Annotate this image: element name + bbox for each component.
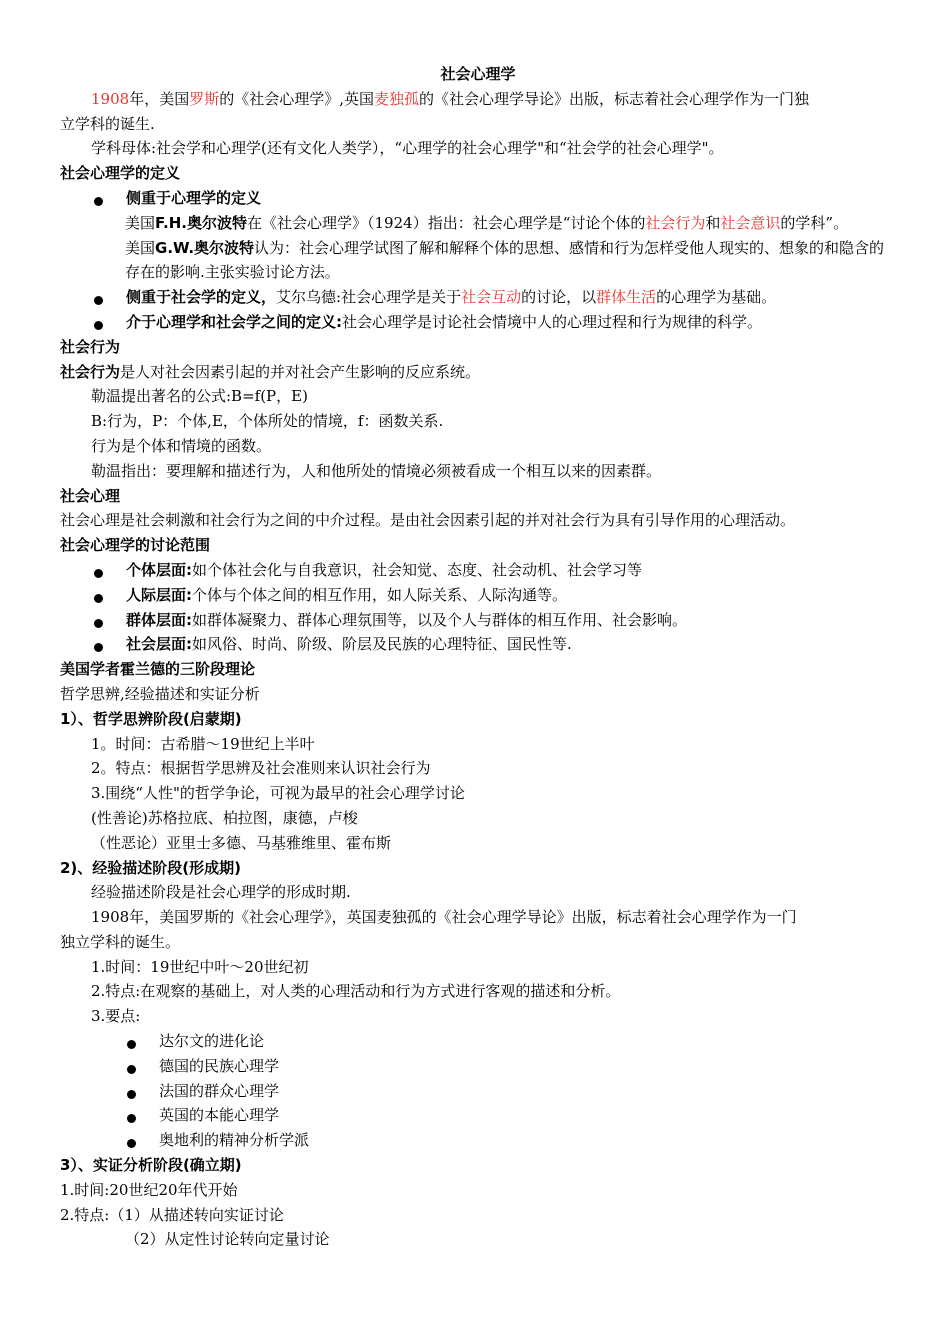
bullet-dot bbox=[94, 296, 103, 305]
behavior-function: 行为是个体和情境的函数。 bbox=[91, 436, 272, 455]
text: 在《社会心理学》（1924）指出：社会心理学是“讨论个体的 bbox=[247, 213, 646, 232]
stage2-point-text: 英国的本能心理学 bbox=[159, 1106, 280, 1125]
lewin-variables: B:行为，P：个体,E，个体所处的情境，f：函数关系. bbox=[91, 412, 444, 431]
definition-sociology-heading: 侧重于社会学的定义， bbox=[126, 288, 277, 307]
intro-ross: 罗斯 bbox=[189, 89, 220, 108]
text: 的心理学为基础。 bbox=[656, 288, 777, 307]
definition-psychology bbox=[60, 186, 896, 211]
social-psych-text: 社会心理是社会刺激和社会行为之间的中介过程。是由社会因素引起的并对社会行为具有引导作用的心理活动。 bbox=[60, 511, 796, 530]
document-page bbox=[60, 62, 896, 1252]
bullet-dot bbox=[127, 1139, 136, 1148]
stage1-feature: 2。特点：根据哲学思辨及社会准则来认识社会行为 bbox=[91, 759, 431, 778]
stage1-evil-nature: （性恶论）亚里士多德、马基雅维里、霍布斯 bbox=[91, 833, 392, 852]
stage2-history: 1908年，美国罗斯的《社会心理学》，英国麦独孤的《社会心理学导论》出版，标志着社会心理学作为一门 bbox=[91, 908, 797, 927]
stage2-heading: 2)、经验描述阶段(形成期) bbox=[60, 858, 242, 877]
stage2-history-cont: 独立学科的诞生。 bbox=[60, 932, 181, 951]
text: 美国 bbox=[125, 213, 156, 232]
definition-sociology bbox=[60, 285, 896, 310]
highlight-social-consciousness: 社会意识 bbox=[720, 213, 781, 232]
stage2-point-text: 德国的民族心理学 bbox=[159, 1056, 280, 1075]
stage2-point-text: 奥地利的精神分析学派 bbox=[159, 1131, 310, 1150]
definition-heading: 社会心理学的定义 bbox=[60, 164, 181, 183]
intro-text-1: 年，美国 bbox=[129, 89, 190, 108]
bullet-dot bbox=[127, 1090, 136, 1099]
intro-year: 1908 bbox=[91, 89, 130, 108]
scope-item-key: 个体层面: bbox=[126, 560, 192, 579]
scope-item-key: 人际层面: bbox=[126, 585, 192, 604]
stage1-time: 1。时间：古希腊～19世纪上半叶 bbox=[91, 734, 315, 753]
bullet-dot bbox=[94, 619, 103, 628]
definition-fh-allport bbox=[60, 211, 896, 236]
bullet-dot bbox=[94, 594, 103, 603]
bullet-dot bbox=[94, 569, 103, 578]
stage2-intro: 经验描述阶段是社会心理学的形成时期. bbox=[91, 883, 351, 902]
bullet-dot bbox=[94, 197, 103, 206]
stage3-heading: 3）、实证分析阶段(确立期) bbox=[60, 1156, 242, 1175]
stage2-point bbox=[60, 1079, 896, 1104]
scope-heading: 社会心理学的讨论范围 bbox=[60, 536, 211, 555]
bullet-dot bbox=[127, 1114, 136, 1123]
stage2-points-label: 3.要点: bbox=[91, 1007, 141, 1026]
stage1-heading: 1）、哲学思辨阶段(启蒙期) bbox=[60, 709, 242, 728]
stage3-feature-1: 2.特点:（1）从描述转向实证讨论 bbox=[60, 1205, 284, 1224]
scope-item bbox=[60, 583, 896, 608]
scope-item-key: 社会层面: bbox=[126, 635, 192, 654]
holland-subtitle: 哲学思辨,经验描述和实证分析 bbox=[60, 684, 260, 703]
text: 和 bbox=[705, 213, 721, 232]
gw-allport-name: G.W.奥尔波特 bbox=[155, 238, 255, 257]
text: 社会心理学是讨论社会情境中人的心理过程和行为规律的科学。 bbox=[342, 312, 763, 331]
text: 艾尔乌德:社会心理学是关于 bbox=[276, 288, 462, 307]
text: 是人对社会因素引起的并对社会产生影响的反应系统。 bbox=[120, 362, 481, 381]
stage3-time: 1.时间:20世纪20年代开始 bbox=[60, 1180, 238, 1199]
scope-item bbox=[60, 558, 896, 583]
intro-text-3: 的《社会心理学导论》出版，标志着社会心理学作为一门独 bbox=[419, 89, 810, 108]
intro-text-2: 的《社会心理学》,英国 bbox=[219, 89, 374, 108]
scope-item-key: 群体层面: bbox=[126, 610, 192, 629]
behavior-term: 社会行为 bbox=[60, 362, 121, 381]
scope-item-value: 个体与个体之间的相互作用，如人际关系、人际沟通等。 bbox=[192, 585, 568, 604]
fh-allport-name: F.H.奥尔波特 bbox=[155, 213, 248, 232]
text: 的学科”。 bbox=[780, 213, 849, 232]
definition-gw-allport bbox=[60, 236, 896, 286]
bullet-dot bbox=[94, 321, 103, 330]
definition-psychology-heading: 侧重于心理学的定义 bbox=[126, 188, 262, 207]
intro-mcdougall: 麦独孤 bbox=[374, 89, 420, 108]
definition-between-heading: 介于心理学和社会学之间的定义: bbox=[126, 312, 343, 331]
stage2-point-text: 法国的群众心理学 bbox=[159, 1081, 280, 1100]
bullet-dot bbox=[127, 1040, 136, 1049]
text: 的讨论，以 bbox=[521, 288, 597, 307]
bullet-dot bbox=[94, 643, 103, 652]
social-psych-heading: 社会心理 bbox=[60, 486, 121, 505]
stage1-good-nature: (性善论)苏格拉底、柏拉图，康德，卢梭 bbox=[91, 808, 358, 827]
scope-item bbox=[60, 632, 896, 657]
stage2-point bbox=[60, 1054, 896, 1079]
stage3-feature-2: （2）从定性讨论转向定量讨论 bbox=[125, 1230, 330, 1249]
definition-between bbox=[60, 310, 896, 335]
behavior-heading: 社会行为 bbox=[60, 337, 121, 356]
stage2-point-text: 达尔文的进化论 bbox=[159, 1032, 265, 1051]
stage1-human-nature: 3.围绕“人性"的哲学争论，可视为最早的社会心理学讨论 bbox=[91, 784, 465, 803]
stage2-point bbox=[60, 1029, 896, 1054]
intro-text-4: 立学科的诞生. bbox=[60, 114, 155, 133]
scope-item-value: 如风俗、时尚、阶级、阶层及民族的心理特征、国民性等. bbox=[192, 635, 572, 654]
lewin-formula: 勒温提出著名的公式:B=f(P，E) bbox=[91, 387, 308, 406]
page-title: 社会心理学 bbox=[440, 65, 516, 83]
scope-item-value: 如个体社会化与自我意识，社会知觉、态度、社会动机、社会学习等 bbox=[192, 560, 643, 579]
text: 认为：社会心理学试图了解和解释个体的思想、感情和行为怎样受他人现实的、想象的和隐含的存在的影响.主张实验讨论方法。 bbox=[125, 238, 885, 282]
intro-paragraph bbox=[60, 87, 896, 137]
stage2-point bbox=[60, 1103, 896, 1128]
parent-discipline: 学科母体:社会学和心理学(还有文化人类学），“心理学的社会心理学"和“社会学的社会心理学"。 bbox=[91, 139, 724, 158]
highlight-group-life: 群体生活 bbox=[596, 288, 657, 307]
behavior-definition bbox=[60, 360, 896, 385]
lewin-note: 勒温指出：要理解和描述行为，人和他所处的情境必须被看成一个相互以来的因素群。 bbox=[91, 461, 662, 480]
holland-heading: 美国学者霍兰德的三阶段理论 bbox=[60, 660, 256, 679]
stage2-point bbox=[60, 1128, 896, 1153]
scope-item-value: 如群体凝聚力、群体心理氛围等，以及个人与群体的相互作用、社会影响。 bbox=[192, 610, 688, 629]
stage2-time: 1.时间：19世纪中叶～20世纪初 bbox=[91, 957, 309, 976]
stage2-feature: 2.特点:在观察的基础上，对人类的心理活动和行为方式进行客观的描述和分析。 bbox=[91, 982, 621, 1001]
text: 美国 bbox=[125, 238, 156, 257]
highlight-social-behavior: 社会行为 bbox=[645, 213, 706, 232]
scope-item bbox=[60, 608, 896, 633]
bullet-dot bbox=[127, 1065, 136, 1074]
highlight-social-interaction: 社会互动 bbox=[461, 288, 522, 307]
